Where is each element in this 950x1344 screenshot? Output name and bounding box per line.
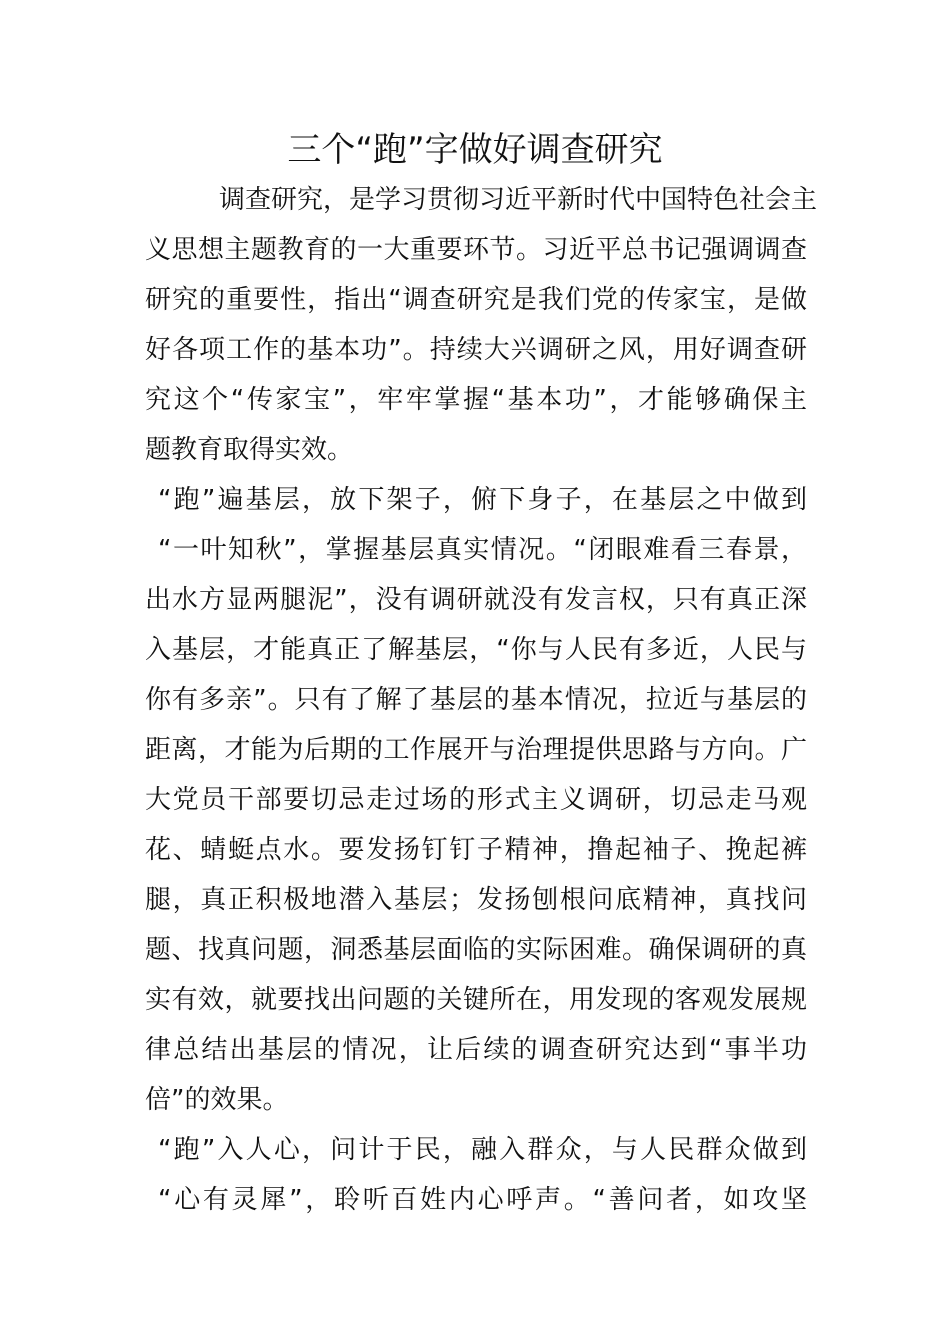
paragraph-line: 好各项工作的基本功”。持续大兴调研之风，用好调查研 <box>145 335 807 365</box>
paragraph-line: 倍”的效果。 <box>145 1085 289 1115</box>
paragraph-line: 题教育取得实效。 <box>145 435 354 465</box>
paragraph-line: “一叶知秋”，掌握基层真实情况。“闭眼难看三春景， <box>158 535 807 565</box>
paragraph-line: 腿，真正积极地潜入基层；发扬刨根问底精神，真找问 <box>145 885 807 915</box>
paragraph-line: 调查研究，是学习贯彻习近平新时代中国特色社会主 <box>219 185 818 215</box>
paragraph-line: 义思想主题教育的一大重要环节。习近平总书记强调调查 <box>145 235 807 265</box>
document-title: 三个“跑”字做好调查研究 <box>287 130 663 170</box>
paragraph-line: 你有多亲”。只有了解了基层的基本情况，拉近与基层的 <box>145 685 807 715</box>
paragraph-line: 究这个“传家宝”，牢牢掌握“基本功”，才能够确保主 <box>145 385 807 415</box>
paragraph-line: “心有灵犀”，聆听百姓内心呼声。“善问者，如攻坚 <box>158 1185 807 1215</box>
paragraph-line: “跑”遍基层，放下架子，俯下身子，在基层之中做到 <box>158 485 807 515</box>
paragraph-line: 律总结出基层的情况，让后续的调查研究达到“事半功 <box>145 1035 807 1065</box>
paragraph-line: 入基层，才能真正了解基层，“你与人民有多近，人民与 <box>145 635 807 665</box>
paragraph-line: 实有效，就要找出问题的关键所在，用发现的客观发展规 <box>145 985 807 1015</box>
paragraph-line: 距离，才能为后期的工作展开与治理提供思路与方向。广 <box>145 735 807 765</box>
paragraph-line: 题、找真问题，洞悉基层面临的实际困难。确保调研的真 <box>145 935 807 965</box>
paragraph-line: 出水方显两腿泥”，没有调研就没有发言权，只有真正深 <box>145 585 807 615</box>
paragraph-line: 花、蜻蜓点水。要发扬钉钉子精神，撸起袖子、挽起裤 <box>145 835 807 865</box>
paragraph-line: 研究的重要性，指出“调查研究是我们党的传家宝，是做 <box>145 285 807 315</box>
paragraph-line: 大党员干部要切忌走过场的形式主义调研，切忌走马观 <box>145 785 807 815</box>
paragraph-line: “跑”入人心，问计于民，融入群众，与人民群众做到 <box>158 1135 807 1165</box>
